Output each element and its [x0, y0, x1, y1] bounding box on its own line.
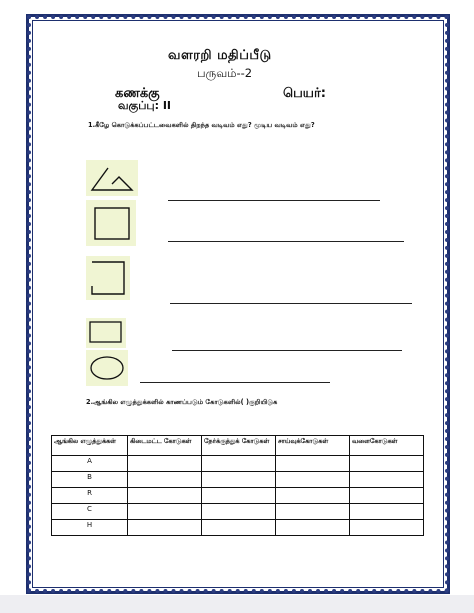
table-answer-cell[interactable]: [202, 504, 276, 520]
open-square-icon: [86, 256, 130, 300]
lines-table: [51, 435, 424, 536]
answer-line-4: [172, 350, 402, 351]
worksheet-title: வளரறி மதிப்பீடு: [168, 48, 272, 63]
page-bottom-strip: [0, 595, 474, 613]
table-letter-cell: B: [52, 472, 128, 488]
shape-open-triangle: [86, 160, 138, 196]
shape-open-square: [86, 256, 130, 300]
table-header-cell: சாய்வுக்கோடுகள்: [276, 436, 350, 456]
name-label: பெயர்:: [283, 86, 326, 101]
table-row: [52, 488, 424, 504]
answer-line-1: [168, 200, 380, 201]
table-answer-cell[interactable]: [202, 520, 276, 536]
table-answer-cell[interactable]: [128, 488, 202, 504]
class-label: வகுப்பு: II: [118, 99, 172, 112]
table-answer-cell[interactable]: [128, 520, 202, 536]
shape-square: [86, 200, 136, 246]
table-answer-cell[interactable]: [350, 520, 424, 536]
ellipse-icon: [86, 350, 128, 386]
answer-line-3: [170, 303, 412, 304]
table-header-cell: வளைகோடுகள்: [350, 436, 424, 456]
table-row: [52, 456, 424, 472]
table-row: [52, 504, 424, 520]
table-header-cell: ஆங்கில எழுத்துக்கள்: [52, 436, 128, 456]
answer-line-5: [140, 382, 330, 383]
table-answer-cell[interactable]: [350, 504, 424, 520]
table-answer-cell[interactable]: [276, 504, 350, 520]
open-triangle-icon: [86, 160, 138, 196]
table-letter-cell: H: [52, 520, 128, 536]
question-1: 1.கீழே கொடுக்கப்பட்டவைகளில் திறந்த வடிவம் எது? மூடிய வடிவம் எது?: [88, 121, 315, 129]
table-answer-cell[interactable]: [128, 472, 202, 488]
table-header-cell: நேர்க்குத்துக் கோடுகள்: [202, 436, 276, 456]
subject-label: கணக்கு: [115, 86, 160, 101]
table-row: [52, 472, 424, 488]
table-header-cell: கிடைமட்ட கோடுகள்: [128, 436, 202, 456]
table-letter-cell: C: [52, 504, 128, 520]
table-answer-cell[interactable]: [350, 472, 424, 488]
table-answer-cell[interactable]: [202, 456, 276, 472]
square-icon: [86, 200, 136, 246]
shape-rectangle: [86, 318, 126, 348]
table-letter-cell: R: [52, 488, 128, 504]
table-answer-cell[interactable]: [128, 456, 202, 472]
table-letter-cell: A: [52, 456, 128, 472]
rectangle-icon: [86, 318, 126, 348]
table-answer-cell[interactable]: [350, 456, 424, 472]
table-answer-cell[interactable]: [350, 488, 424, 504]
table-header-row: [52, 436, 424, 456]
table-answer-cell[interactable]: [276, 472, 350, 488]
table-answer-cell[interactable]: [276, 456, 350, 472]
question-2: 2.ஆங்கில எழுத்துக்களில் காணப்படும் கோடுகளில்( )குறியிடுக: [86, 398, 278, 406]
table-answer-cell[interactable]: [202, 472, 276, 488]
table-answer-cell[interactable]: [276, 520, 350, 536]
table-answer-cell[interactable]: [128, 504, 202, 520]
table-answer-cell[interactable]: [202, 488, 276, 504]
term-label: பருவம்--2: [197, 66, 253, 80]
shape-ellipse: [86, 350, 128, 386]
table-row: [52, 520, 424, 536]
answer-line-2: [168, 241, 404, 242]
table-answer-cell[interactable]: [276, 488, 350, 504]
